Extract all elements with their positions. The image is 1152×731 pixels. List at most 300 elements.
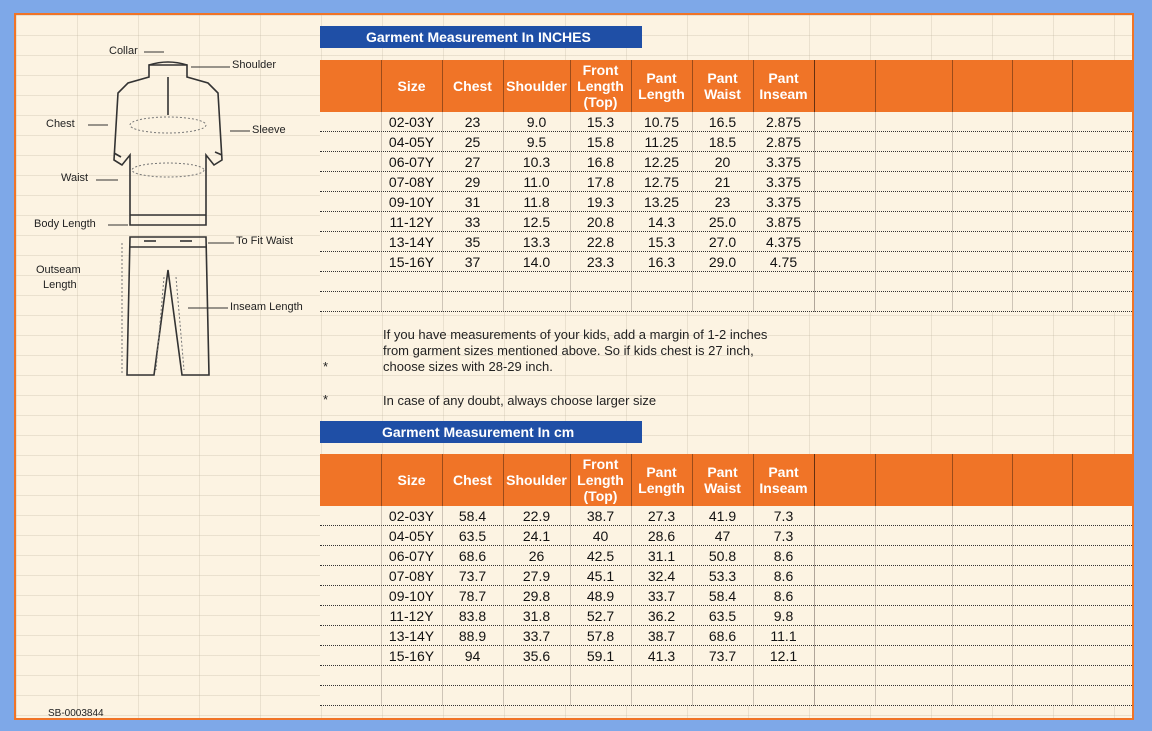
table-cell: 7.3 [773,528,794,544]
table-cell: 22.8 [586,234,615,250]
cell-divider [1072,292,1073,312]
table-cell: 16.8 [586,154,615,170]
table-row [320,212,1134,232]
cell-divider [570,606,571,626]
table-cell: 14.0 [522,254,551,270]
cell-divider [692,272,693,292]
outseam-label-line1: Outseam [36,264,81,276]
cm-header-cell: Pant Waist [704,464,741,496]
cell-divider [503,212,504,232]
header-divider [1072,60,1073,112]
cell-divider [814,232,815,252]
cell-divider [692,292,693,312]
cell-divider [952,526,953,546]
cell-divider [442,272,443,292]
table-cell: 8.6 [773,548,794,564]
cell-divider [442,172,443,192]
cell-divider [1012,232,1013,252]
cell-divider [570,252,571,272]
cell-divider [1072,606,1073,626]
cell-divider [875,252,876,272]
cell-divider [631,646,632,666]
table-cell: 58.4 [708,588,737,604]
cell-divider [631,506,632,526]
cell-divider [875,506,876,526]
table-cell: 63.5 [708,608,737,624]
table-cell: 09-10Y [388,588,435,604]
header-divider [570,60,571,112]
cell-divider [875,272,876,292]
cell-divider [381,172,382,192]
cell-divider [503,566,504,586]
cell-divider [631,212,632,232]
table-cell: 11-12Y [389,608,434,624]
table-cell: 20.8 [586,214,615,230]
cell-divider [814,666,815,686]
cell-divider [875,546,876,566]
cell-divider [753,666,754,686]
table-row [320,626,1134,646]
cell-divider [570,646,571,666]
cell-divider [875,192,876,212]
cell-divider [952,112,953,132]
cell-divider [753,172,754,192]
table-cell: 15-16Y [388,648,435,664]
table-cell: 41.9 [708,508,737,524]
cell-divider [631,172,632,192]
cell-divider [814,546,815,566]
cell-divider [503,172,504,192]
cell-divider [1072,272,1073,292]
table-cell: 3.875 [765,214,802,230]
table-cell: 40 [592,528,609,544]
table-cell: 4.75 [769,254,798,270]
table-cell: 73.7 [708,648,737,664]
cell-divider [875,626,876,646]
to-fit-waist-label: To Fit Waist [236,235,294,247]
cell-divider [570,232,571,252]
table-cell: 27.3 [647,508,676,524]
cell-divider [503,152,504,172]
table-cell: 68.6 [458,548,487,564]
cell-divider [952,252,953,272]
table-row [320,172,1134,192]
table-cell: 4.375 [765,234,802,250]
cell-divider [753,626,754,646]
table-row [320,606,1134,626]
product-code: SB-0003844 [48,708,104,719]
cell-divider [1012,272,1013,292]
inches-header-cell: Chest [453,78,492,94]
cell-divider [1072,626,1073,646]
table-cell: 53.3 [708,568,737,584]
table-cell: 17.8 [586,174,615,190]
cell-divider [753,132,754,152]
cell-divider [381,272,382,292]
table-cell: 21 [714,174,731,190]
cell-divider [503,546,504,566]
table-cell: 8.6 [773,588,794,604]
header-divider [503,60,504,112]
header-divider [814,60,815,112]
cm-header-cell: Pant Length [638,464,685,496]
cell-divider [952,666,953,686]
table-cell: 11.1 [770,628,797,644]
cell-divider [753,152,754,172]
cell-divider [875,232,876,252]
cell-divider [875,112,876,132]
cell-divider [753,272,754,292]
cell-divider [814,152,815,172]
cell-divider [570,626,571,646]
table-cell: 73.7 [458,568,487,584]
cell-divider [570,212,571,232]
cell-divider [814,172,815,192]
cell-divider [952,686,953,706]
cell-divider [1072,152,1073,172]
cm-table [320,454,1134,709]
cell-divider [875,646,876,666]
table-cell: 23.3 [586,254,615,270]
note-2-text: In case of any doubt, always choose larger size [383,393,657,408]
table-cell: 50.8 [708,548,737,564]
cell-divider [442,152,443,172]
table-cell: 13-14Y [388,628,435,644]
cell-divider [814,606,815,626]
cell-divider [1072,646,1073,666]
cell-divider [952,272,953,292]
table-row [320,566,1134,586]
table-row [320,546,1134,566]
cell-divider [875,686,876,706]
cell-divider [814,626,815,646]
table-cell: 19.3 [586,194,615,210]
cell-divider [692,566,693,586]
inches-title: Garment Measurement In INCHES [320,26,642,48]
table-cell: 38.7 [647,628,676,644]
table-cell: 11.25 [644,134,679,150]
cell-divider [1012,626,1013,646]
cm-header-cell: Front Length (Top) [577,456,624,504]
cell-divider [1072,666,1073,686]
cell-divider [381,192,382,212]
cell-divider [631,272,632,292]
table-cell: 27.0 [708,234,737,250]
cell-divider [753,252,754,272]
table-cell: 14.3 [647,214,676,230]
cell-divider [692,252,693,272]
cell-divider [814,132,815,152]
cell-divider [753,506,754,526]
cell-divider [442,686,443,706]
inches-table [320,60,1134,315]
cell-divider [753,192,754,212]
note-1-bullet: * [323,359,329,374]
cell-divider [952,152,953,172]
cell-divider [631,292,632,312]
cell-divider [570,172,571,192]
table-cell: 94 [464,648,481,664]
table-row [320,192,1134,212]
cell-divider [503,112,504,132]
cell-divider [381,292,382,312]
table-row [320,686,1134,706]
table-cell: 2.875 [765,134,802,150]
garment-illustration [16,15,320,410]
table-cell: 12.5 [522,214,551,230]
cell-divider [1072,586,1073,606]
cell-divider [503,686,504,706]
cm-header-row [320,454,1134,506]
table-cell: 13.3 [522,234,551,250]
cell-divider [692,172,693,192]
cell-divider [381,212,382,232]
header-divider [381,60,382,112]
table-cell: 23 [714,194,731,210]
cell-divider [503,506,504,526]
table-row [320,506,1134,526]
cell-divider [1012,646,1013,666]
cell-divider [503,132,504,152]
cell-divider [381,666,382,686]
cell-divider [631,606,632,626]
cell-divider [442,606,443,626]
cell-divider [442,586,443,606]
cell-divider [753,212,754,232]
cell-divider [875,132,876,152]
table-cell: 12.75 [643,174,680,190]
cell-divider [1012,112,1013,132]
cell-divider [570,566,571,586]
cell-divider [1012,566,1013,586]
table-cell: 15-16Y [388,254,435,270]
cell-divider [442,192,443,212]
table-cell: 11.8 [523,194,550,210]
cell-divider [503,666,504,686]
shoulder-label: Shoulder [232,59,277,71]
cell-divider [631,232,632,252]
table-cell: 29.0 [708,254,737,270]
note-1-text: If you have measurements of your kids, add a margin of 1-2 inches from garment sizes mentioned above. So if kids chest is 27 inch, choose sizes with 28-29 inch. [383,327,768,374]
cell-divider [570,192,571,212]
table-cell: 26 [528,548,545,564]
table-cell: 06-07Y [388,154,435,170]
table-cell: 35.6 [522,648,551,664]
cell-divider [1072,132,1073,152]
inches-header-cell: Pant Length [638,70,685,102]
table-row [320,272,1134,292]
cell-divider [1072,506,1073,526]
cell-divider [692,112,693,132]
cell-divider [503,626,504,646]
cell-divider [814,272,815,292]
cell-divider [442,112,443,132]
cell-divider [442,292,443,312]
table-cell: 33.7 [647,588,676,604]
table-cell: 37 [464,254,481,270]
cell-divider [952,232,953,252]
cell-divider [1012,546,1013,566]
table-cell: 52.7 [586,608,615,624]
cell-divider [875,586,876,606]
table-cell: 41.3 [647,648,676,664]
cell-divider [381,252,382,272]
cell-divider [631,546,632,566]
table-cell: 9.8 [773,608,794,624]
cell-divider [1072,566,1073,586]
cell-divider [692,606,693,626]
table-row [320,526,1134,546]
cell-divider [1012,192,1013,212]
cell-divider [503,232,504,252]
cell-divider [381,686,382,706]
table-cell: 15.3 [647,234,676,250]
cm-header-cell: Chest [453,472,492,488]
table-cell: 07-08Y [388,174,435,190]
table-row [320,586,1134,606]
cell-divider [753,112,754,132]
inches-header-cell: Size [397,78,426,94]
cell-divider [442,546,443,566]
cell-divider [570,666,571,686]
cell-divider [1072,252,1073,272]
header-divider [875,454,876,506]
table-cell: 11.0 [523,174,550,190]
cell-divider [952,192,953,212]
cell-divider [381,132,382,152]
cell-divider [442,666,443,686]
header-divider [814,454,815,506]
cell-divider [442,646,443,666]
table-cell: 36.2 [647,608,676,624]
cell-divider [503,272,504,292]
cell-divider [381,566,382,586]
cell-divider [381,586,382,606]
cell-divider [1072,232,1073,252]
cell-divider [753,232,754,252]
header-divider [952,60,953,112]
table-cell: 04-05Y [388,528,435,544]
cell-divider [442,232,443,252]
cell-divider [631,686,632,706]
cell-divider [631,112,632,132]
header-divider [1012,454,1013,506]
sleeve-label: Sleeve [252,124,286,136]
size-chart-sheet [14,13,1134,720]
table-cell: 48.9 [586,588,615,604]
table-cell: 12.1 [769,648,798,664]
cell-divider [1072,172,1073,192]
cell-divider [1012,506,1013,526]
cell-divider [570,272,571,292]
table-cell: 68.6 [708,628,737,644]
cell-divider [503,606,504,626]
cell-divider [1072,526,1073,546]
chest-label: Chest [46,118,75,130]
cm-title: Garment Measurement In cm [320,421,642,443]
header-divider [1012,60,1013,112]
table-cell: 04-05Y [388,134,435,150]
cell-divider [1012,252,1013,272]
cell-divider [631,132,632,152]
inseam-length-label: Inseam Length [230,301,303,313]
table-cell: 8.6 [773,568,794,584]
table-cell: 47 [714,528,731,544]
cell-divider [875,666,876,686]
inches-header-cell: Front Length (Top) [577,62,624,110]
cell-divider [692,152,693,172]
collar-label: Collar [109,45,138,57]
header-divider [381,454,382,506]
header-divider [503,454,504,506]
cell-divider [381,626,382,646]
cell-divider [875,292,876,312]
inches-header-cell: Shoulder [506,78,567,94]
cell-divider [1072,546,1073,566]
table-cell: 07-08Y [388,568,435,584]
cell-divider [875,152,876,172]
cell-divider [814,686,815,706]
cell-divider [381,546,382,566]
cell-divider [1012,212,1013,232]
cell-divider [814,292,815,312]
cell-divider [570,526,571,546]
cell-divider [875,526,876,546]
table-cell: 3.375 [765,194,802,210]
note-2-bullet: * [323,392,329,407]
table-row [320,232,1134,252]
body-length-label: Body Length [34,218,96,230]
header-divider [692,60,693,112]
cell-divider [952,606,953,626]
cell-divider [1012,172,1013,192]
cell-divider [814,192,815,212]
cell-divider [503,526,504,546]
cell-divider [631,666,632,686]
cell-divider [381,112,382,132]
table-row [320,666,1134,686]
cell-divider [631,566,632,586]
table-cell: 15.8 [586,134,615,150]
cell-divider [814,252,815,272]
cell-divider [875,172,876,192]
cell-divider [442,132,443,152]
cell-divider [753,646,754,666]
cell-divider [753,546,754,566]
cell-divider [570,152,571,172]
inches-header-cell: Pant Waist [704,70,741,102]
garment-diagram [16,15,320,410]
cell-divider [503,292,504,312]
cell-divider [570,546,571,566]
table-cell: 3.375 [765,154,802,170]
cell-divider [814,212,815,232]
table-cell: 25 [464,134,481,150]
cell-divider [1072,192,1073,212]
header-divider [570,454,571,506]
cell-divider [1012,526,1013,546]
table-cell: 83.8 [458,608,487,624]
waist-label: Waist [61,172,89,184]
table-cell: 10.75 [643,114,680,130]
cell-divider [1072,686,1073,706]
table-cell: 16.3 [647,254,676,270]
cell-divider [442,526,443,546]
cell-divider [952,506,953,526]
cell-divider [952,172,953,192]
cm-header-cell: Size [397,472,426,488]
cell-divider [442,212,443,232]
